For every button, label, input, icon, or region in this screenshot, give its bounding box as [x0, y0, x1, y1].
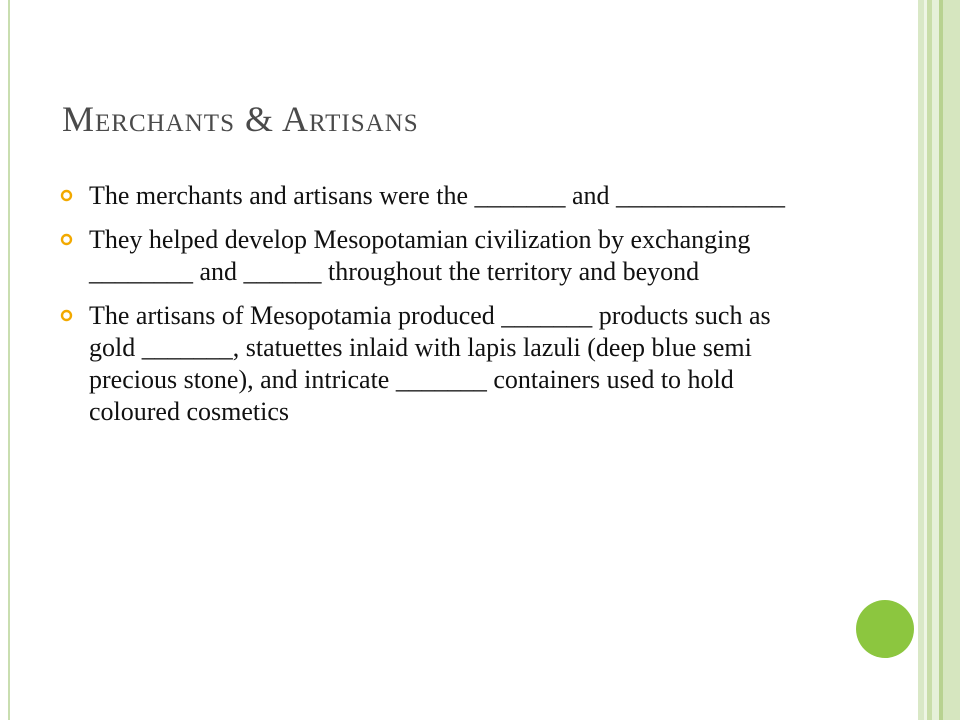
bullet-text: They helped develop Mesopotamian civilization by exchanging ________ and ______ throughout the territory and beyond [89, 225, 751, 286]
right-stripe [932, 0, 939, 720]
circle-outline-bullet-icon [60, 189, 73, 202]
left-border-line [8, 0, 10, 720]
circle-outline-bullet-icon [60, 233, 73, 246]
bullet-list [60, 180, 820, 440]
bullet-item [60, 300, 820, 428]
slide-title: Merchants & Artisans [62, 99, 419, 139]
green-circle-icon [856, 600, 914, 658]
right-stripe [943, 0, 960, 720]
circle-outline-bullet-icon [60, 309, 73, 322]
bullet-text: The artisans of Mesopotamia produced _______ products such as gold _______, statuettes inlaid with lapis lazuli (deep blue semi precious stone), and intricate _______ containers used to hold coloured cosmetics [89, 301, 771, 426]
bullet-item [60, 180, 820, 212]
bullet-item [60, 224, 820, 288]
bullet-text: The merchants and artisans were the _______ and _____________ [89, 181, 786, 210]
